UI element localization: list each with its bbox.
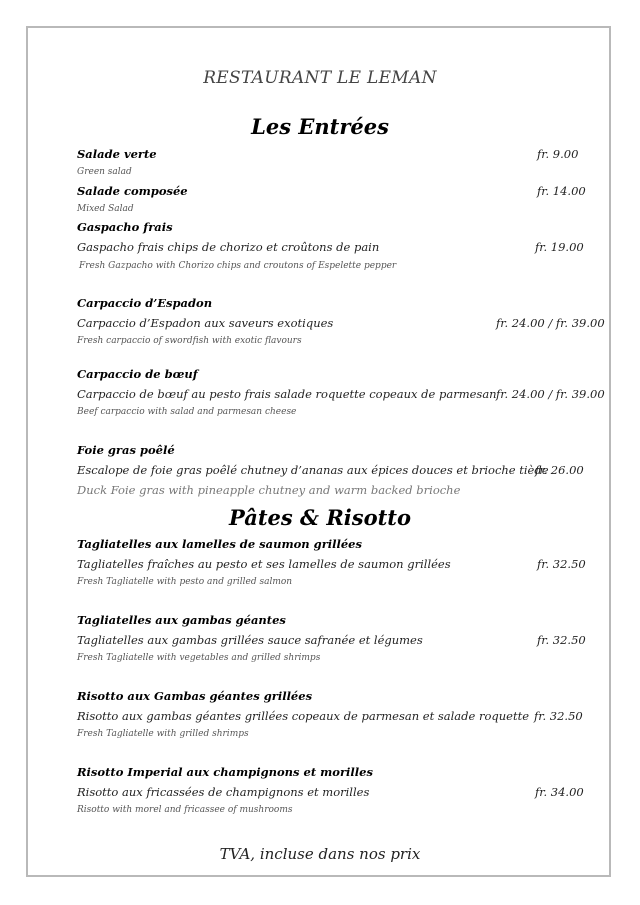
dish-name: Tagliatelles aux lamelles de saumon grillées bbox=[77, 537, 362, 551]
dish-price: fr. 24.00 / fr. 39.00 bbox=[496, 387, 605, 401]
dish-description: Carpaccio d’Espadon aux saveurs exotiques bbox=[77, 316, 334, 330]
dish-name: Carpaccio d’Espadon bbox=[77, 296, 213, 310]
dish-name: Gaspacho frais bbox=[77, 220, 173, 234]
dish-price: fr. 19.00 bbox=[535, 240, 584, 254]
dish-description: Escalope de foie gras poêlé chutney d’ananas aux épices douces et brioche tiède bbox=[77, 463, 549, 477]
dish-english: Mixed Salad bbox=[77, 204, 134, 214]
dish-english: Fresh Tagliatelle with pesto and grilled salmon bbox=[77, 577, 293, 587]
dish-english: Duck Foie gras with pineapple chutney and warm backed brioche bbox=[77, 483, 461, 497]
vat-footer: TVA, incluse dans nos prix bbox=[219, 845, 421, 863]
dish-name: Risotto Imperial aux champignons et morilles bbox=[77, 765, 373, 779]
dish-description: Risotto aux gambas géantes grillées copeaux de parmesan et salade roquette bbox=[77, 709, 530, 723]
dish-english: Fresh Tagliatelle with grilled shrimps bbox=[77, 729, 249, 739]
dish-price: fr. 32.50 bbox=[537, 557, 586, 571]
dish-english: Fresh Tagliatelle with vegetables and grilled shrimps bbox=[77, 653, 321, 663]
dish-english: Fresh Gazpacho with Chorizo chips and croutons of Espelette pepper bbox=[79, 261, 397, 271]
dish-price: fr. 32.50 bbox=[534, 709, 583, 723]
dish-description: Gaspacho frais chips de chorizo et croûtons de pain bbox=[77, 240, 380, 254]
dish-name: Tagliatelles aux gambas géantes bbox=[77, 613, 286, 627]
dish-price: fr. 34.00 bbox=[535, 785, 584, 799]
dish-price: fr. 32.50 bbox=[537, 633, 586, 647]
dish-description: Carpaccio de bœuf au pesto frais salade roquette copeaux de parmesan bbox=[77, 387, 497, 401]
dish-name: Salade verte bbox=[77, 147, 157, 161]
section-heading-entrees: Les Entrées bbox=[251, 114, 389, 139]
dish-english: Fresh carpaccio of swordfish with exotic flavours bbox=[77, 336, 302, 346]
dish-price: fr. 14.00 bbox=[537, 184, 586, 198]
dish-name: Foie gras poêlé bbox=[77, 443, 175, 457]
dish-name: Carpaccio de bœuf bbox=[77, 367, 198, 381]
dish-english: Beef carpaccio with salad and parmesan cheese bbox=[77, 407, 297, 417]
dish-description: Tagliatelles aux gambas grillées sauce safranée et légumes bbox=[77, 633, 423, 647]
dish-description: Tagliatelles fraîches au pesto et ses lamelles de saumon grillées bbox=[77, 557, 451, 571]
section-heading-pates-risotto: Pâtes & Risotto bbox=[229, 505, 411, 530]
dish-price: fr. 26.00 bbox=[535, 463, 584, 477]
dish-price: fr. 9.00 bbox=[537, 147, 579, 161]
dish-english: Risotto with morel and fricassee of mushrooms bbox=[77, 805, 293, 815]
dish-name: Salade composée bbox=[77, 184, 188, 198]
dish-price: fr. 24.00 / fr. 39.00 bbox=[496, 316, 605, 330]
dish-description: Risotto aux fricassées de champignons et morilles bbox=[77, 785, 370, 799]
dish-english: Green salad bbox=[77, 167, 132, 177]
restaurant-title: RESTAURANT LE LEMAN bbox=[203, 68, 437, 88]
dish-name: Risotto aux Gambas géantes grillées bbox=[77, 689, 313, 703]
